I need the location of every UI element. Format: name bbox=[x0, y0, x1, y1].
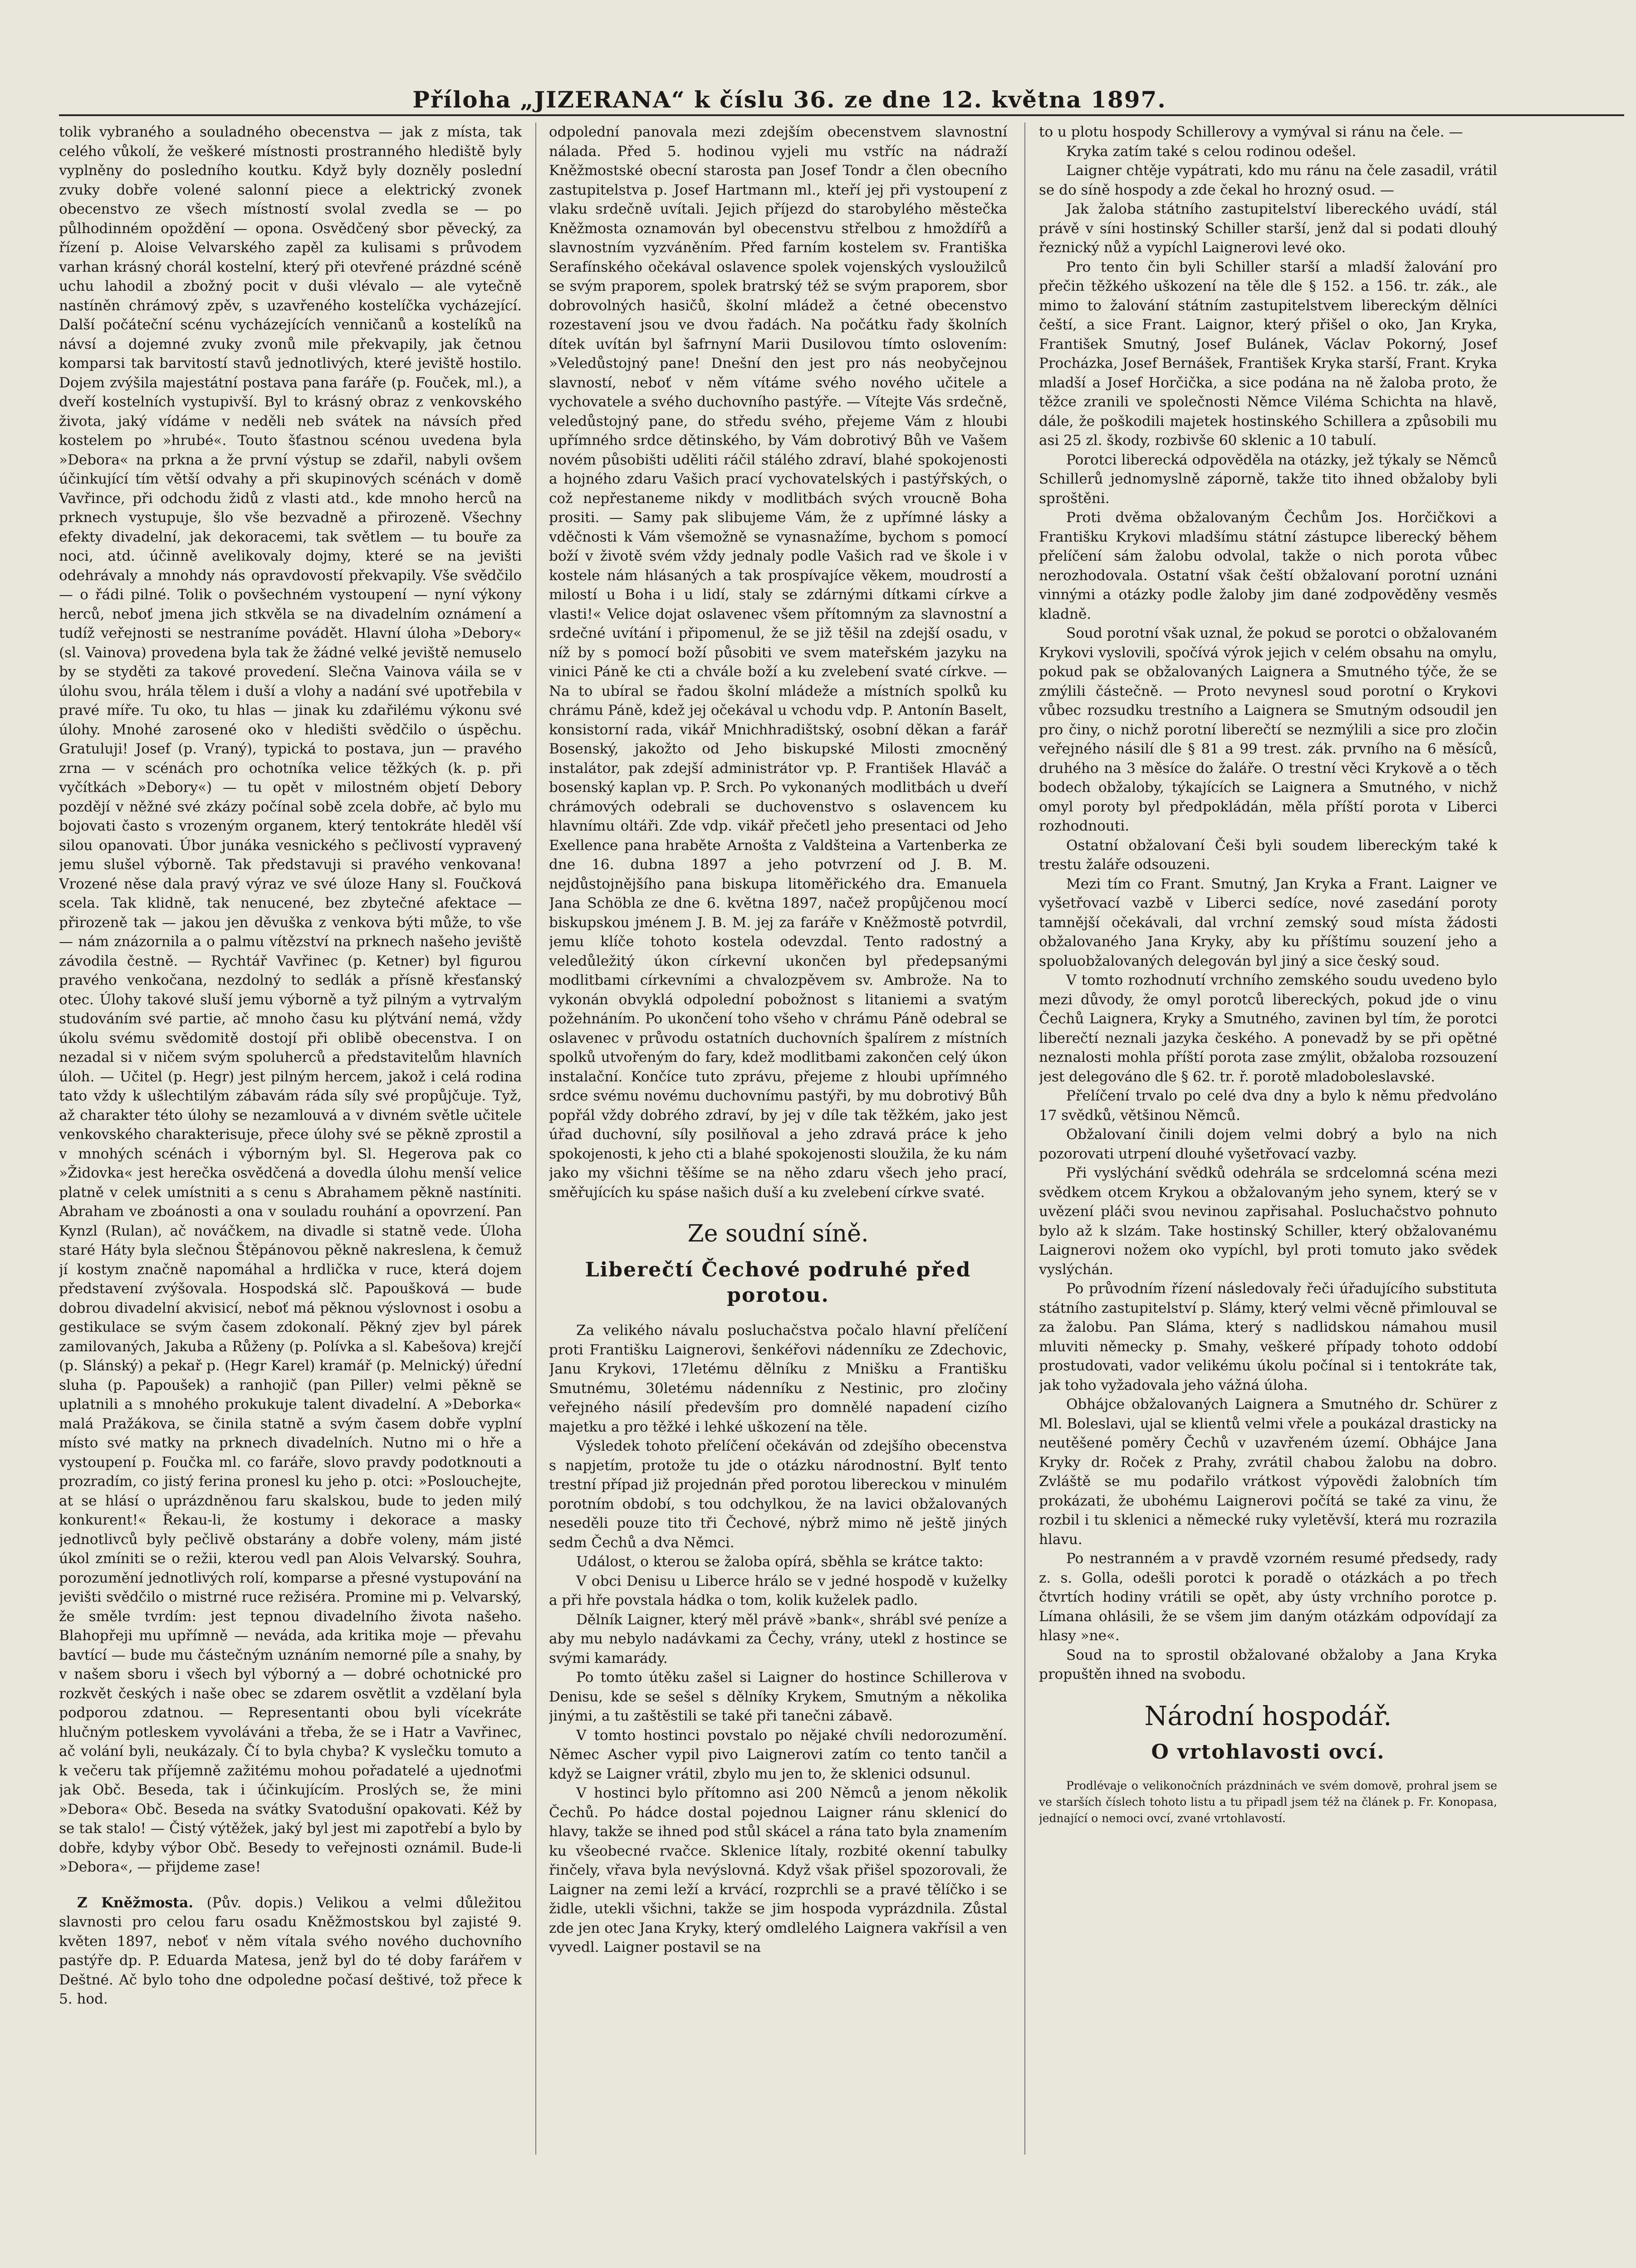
court-continued-paragraph: Obžalovaní činili dojem velmi dobrý a bylo na nich pozorovati utrpení dlouhé vyšetřovací vazby. bbox=[1039, 1126, 1497, 1162]
column-3 bbox=[1039, 122, 1497, 2164]
court-section-subheading: Liberečtí Čechové podruhé před porotou. bbox=[585, 1258, 971, 1307]
court-continued-paragraph: Pro tento čin byli Schiller starší a mladší žalování pro přečin těžkého uškození na těle dle § 152. a 156. tr. zák., ale mimo to žalování státním zastupitelstvem libereckým dělníci čeští, a sice Frant. Laignor, který přišel o oko, Jan Kryka, František Smutný, Josef Bulánek, Václav Pokorný, Josef Procházka, Josef Bernášek, František Kryka starší, Frant. Kryka mladší a Josef Horčička, a sice podána na ně žaloba proto, že těžce zranili ve společnosti Němce Viléma Schichta na hlavě, dále, že poškodili majetek hostinského Schillera a způsobili mu asi 25 zl. škody, rozbivše 60 sklenic a 10 tabulí. bbox=[1039, 259, 1497, 449]
court-paragraph: Za velikého návalu posluchačstva počalo hlavní přelíčení proti Františku Laignerovi, šenkéřovi nádenníku ze Zdechovic, Janu Krykovi, 17letému dělníku z Mnišku a Františku Smutnému, 30letému nádenníku z Nestinic, pro zločiny veřejného násilí především pro domnělé napadení cizího majetku a pro těžké i lehké uškození na těle. bbox=[549, 1322, 1007, 1435]
local-news-text: Velikou a velmi důležitou slavnosti pro celou faru osadu Kněžmostskou byl zajisté 9. květen 1897, neboť v něm vítala svého nového duchovního pastýře dp. P. Eduarda Matesa, jenž byl do té doby farářem v Deštné. Ač bylo toho dne odpoledne počasí deštivé, tož přece k 5. hod. bbox=[59, 1894, 522, 2007]
court-continued-paragraph: Soud porotní však uznal, že pokud se porotci o obžalovaném Krykovi vyslovili, spočívá výrok jejich v celém obsahu na omylu, pokud pak se obžalovaných Laignera a Smutného týče, že se zmýlili částečně. — Proto nevynesl soud porotní o Krykovi vůbec rozsudku trestního a Laignera se Smutným odsoudil jen pro činy, o nichž porotní liberečtí se nezmýlili a sice pro zločin veřejného násilí dle § 81 a 99 trest. zák. prvního na 6 měsíců, druhého na 3 měsíce do žaláře. O trestní věci Krykově a o těch bodech obžaloby, týkajících se Laignera a Smutného, v nichž omyl poroty byl předpokládán, měla příští porota v Liberci rozhodnouti. bbox=[1039, 625, 1497, 834]
court-paragraph: Událost, o kterou se žaloba opírá, sběhla se krátce takto: bbox=[576, 1554, 984, 1570]
court-section-heading: Ze soudní síně. bbox=[687, 1220, 869, 1247]
theatre-review-text: tolik vybraného a souladného obecenstva — jak z místa, tak celého vůkolí, že veškeré místnosti prostranného hlediště byly vyplněny do posledního koutku. Když byly dozněly poslední zvuky dobře volené salonní piece a elektrický zvonek obecenstvo ze všech místností svolal zvedla se — po půlhodinném opoždění — opona. Osvědčený sbor pěvecký, za řízení p. Aloise Velvarského zapěl za kulisami s průvodem varhan krásný chorál kostelní, který při otevřené prázdné scéně uchu lahodil a zbožný pocit v duši vlévalo — ale vytečně nastíněn chrámový zpěv, s uzavřeného kostelíčka vycházející. Další počáteční scénu vycházejících venničanů a kostelíků na návsí a dojemné zvuky zvonů mile překvapily, jak četnou komparsi tak barvitostí stavů jednotlivých, které jeviště hostilo. Dojem zvýšila majestátní postava pana faráře (p. Fouček, ml.), a dveří kostelních vystupivší. Byl to krásný obraz z venkovského života, jaký vídáme v neděli neb svátek na návsích před kostelem po »hrubé«. Touto šťastnou scénou uvedena byla »Debora« na prkna a že první výstup se zdařil, nabyli ovšem účinkující tím větší odvahy a při skupinových scénách v domě Vavřince, při odchodu židů z vlasti atd., kde mnoho herců na prknech vystupuje, šlo vše bezvadně a přirozeně. Všechny efekty divadelní, jak dekoracemi, tak světlem — tu bouře za noci, atd. účinně avelikovaly dojmy, které se na jevišti odehrávaly a mnohdy nás opravdovostí překvapily. Vše svědčilo — o řádi pilné. Tolik o povšechném vystoupení — nyní výkony herců, neboť jmena jich stkvěla se na divadelním oznámení a tudíž veřejnosti se nestraníme povádět. Hlavní úloha »Debory« (sl. Vainova) provedena byla tak že žádné velké jeviště nemuselo by se styděti za takové provedení. Slečna Vainova váila se v úlohu svou, hrála tělem i duší a vlohy a nadání své upotřebila v pravé míře. Tu oko, tu hlas — jinak ku zdařilému výkonu své úlohy. Mnohé zarosené oko v hledišti svědčilo o úspěchu. Gratuluji! Josef (p. Vraný), typická to postava, jun — pravého zrna — v scénách pro ochotníka velice těžkých (k. p. při vyčítkách »Debory«) — tu opět v milostném objetí Debory pozdějí v něžné své zkázy počínal sobě zcela dobře, ač bylo mu bojovati často s vrozeným organem, který tentokráte hleděl vší silou opanovati. Úbor junáka vesnického s pečlivostí vypravený jemu slušel výborně. Tak představuji si pravého venkovana! Vrozené něse dala pravý výraz ve své úloze Hany sl. Foučková scela. Tak klidně, tak nenucené, bez zbytečné afektace — přirozeně tak — jakou jen děvuška z venkova býti může, to vše — nám znázornila a o palmu vítězství na prknech našeho jeviště závodila čestně. — Rychtář Vavřinec (p. Ketner) byl figurou pravého venkočana, nezdolný to sedlák a přísně křesťanský otec. Úlohy takové sluší jemu výborně a tyž pilným a vytrvalým studováním své partie, ač mnoho času ku plýtvání nemá, vždy úkolu svému svědomitě dostojí při oblibě obecenstva. I on nezadal si v ničem svým spoluherců a představitelům hlavních úloh. — Učitel (p. Hegr) jest pilným hercem, jakož i celá rodina tato vždy k ušlechtilým zábavám ráda síly své propůjčuje. Tyž, až charakter této úlohy se nezamlouvá a v divném světle učitele venkovského charakterisuje, přece úlohy své se pěkně zprostil a v mnohých scénách i výborným byl. Sl. Hegerova pak co »Židovka« jest herečka osvědčená a dovedla úlohu menší velice platně v celek umístniti a s cenu s Abrahamem pěkně nastíniti. Abraham ve zboánosti a ona v souladu rouhání a opovrzení. Pan Kynzl (Rulan), ač nováčkem, na divadle si statně vede. Úloha staré Háty byla slečnou Štěpánovou pěkně nakreslena, k čemuž jí kostym značně napomáhal a hrdlička v ruce, která dojem představení zvýšovala. Hospodská slč. Papoušková — bude dobrou divadelní akvisicí, neboť má pěknou výslovnost i osobu a gestikulace se svým časem zdokonalí. Pěkný zjev byl párek zamilovaných, Jakuba a Růženy (p. Polívka a sl. Kabešova) krejčí (p. Slánský) a pekař p. (Hegr Karel) kramář (p. Melnický) úřední sluha (p. Papoušek) a ranhojič (pan Piller) velmi pěkně se uplatnili a s mnohého prokukuje talent divadelní. A »Deborka« malá Pražákova, se činila statně a svým časem dobře vyplní místo své matky na prknech divadelních. Nutno mi o hře a vystoupení p. Foučka ml. co faráře, slovo pravdy podotknouti a prozradím, co jistý ferina pronesl ku jeho p. otci: »Poslouchejte, at se hlásí o uprázdněnou faru skalskou, bude to jeden milý konkurent!« Řekau-li, že kostumy i dekorace a masky jednotlivců byly pečlivě obstarány a dobře voleny, mám jisté úkol zmíniti se o režii, kterou vedl pan Alois Velvarský. Souhra, porozumění jednotlivých rolí, komparse a přesné vystupování na jevišti svědčilo o mistrné ruce režiséra. Promine mi p. Velvarský, že směle tvrdím: jest tepnou divadelního života našeho. Blahopřeji mu upřímně — neváda, ada kritika moje — převahu bavtící — bude mu částečným uznáním nemorné píle a snahy, by v našem sboru i všech byl výborný a — dobré ochotnické pro rozkvět českých i naše obec se zdarem osvětlit a vzdělaní byla podporou zdatnou. — Representanti obou byli vícekráte hlučným potleskem vyvoláváni a třeba, že se i Hatr a Vavřinec, ač volání byli, neukázaly. Čí to byla chyba? K vyslečku tomuto a k večeru tak příjemně zažitému mohou pořadatelé a ujednoťmi jak Obč. Beseda, tak i účinkujícím. Proslých se, že mini »Debora« Obč. Beseda na svátky Svatodušní opakovati. Kéž by se tak stalo! — Čistý výtěžek, jaký byl jest mi zapotřebí a bylo by dobře, kdyby výbor Obč. Besedy to veřejnosti oznámil. Bude-li »Debora«, — přijdeme zase! bbox=[59, 124, 522, 1875]
header-rule bbox=[59, 114, 1624, 116]
court-continued-paragraph: V tomto rozhodnutí vrchního zemského soudu uvedeno bylo mezi důvody, že omyl porotců libereckých, pokud jde o vinu Čechů Laignera, Kryky a Smutného, zavinen byl tím, že porotci liberečtí neznali jazyka českého. A ponevadž by se při opětné neznalosti mohla příští porota zase zmýlit, obžaloba rozsouzení jest delegováno dle § 62. tr. ř. porotě mladoboleslavské. bbox=[1039, 972, 1497, 1085]
court-continued-paragraph: Po nestranném a v pravdě vzorném resumé předsedy, rady z. s. Golla, odešli porotci k poradě o otázkách a po třech čtvrtích hodiny vrátili se opět, aby ústy vrchního porotce p. Límana ohlásili, že se všem jim daným otázkám odpovídají za hlasy »ne«. bbox=[1039, 1550, 1497, 1644]
column-2 bbox=[549, 122, 1007, 2164]
court-continued-paragraph: Přelíčení trvalo po celé dva dny a bylo k němu předvoláno 17 svědků, většinou Němců. bbox=[1039, 1088, 1497, 1124]
supplement-title: Příloha „JIZERANA“ k číslu 36. ze dne 12. května 1897. bbox=[412, 86, 1166, 113]
economy-section-subheading: O vrtohlavosti ovcí. bbox=[1151, 1740, 1385, 1764]
economy-article-text: Prodlévaje o velikonočních prázdninách ve svém domově, prohral jsem se ve starších číslech tohoto listu a tu připadl jsem též na článek p. Fr. Konopasa, jednající o nemoci ovcí, zvané vrtohlavostí. bbox=[1039, 1779, 1497, 1825]
column-divider-2 bbox=[1024, 122, 1025, 2155]
court-continued-paragraph: Ostatní obžalovaní Češi byli soudem libereckým také k trestu žaláře odsouzeni. bbox=[1039, 837, 1497, 873]
court-continued-paragraph: Po průvodním řízení následovaly řeči úřadujícího substituta státního zastupitelství p. Slámy, který velmi věcně přimlouval se za žalobu. Pan Sláma, který s nadlidskou námahou musil mluviti německy p. Smahy, veškeré případy tohoto oddobí prostudovati, vador velikému úkolu počínal si i tentokráte tak, jak toho vyžadovala jeho vážná úloha. bbox=[1039, 1281, 1497, 1393]
court-paragraph: Dělník Laigner, který měl právě »bank«, shrábl své peníze a aby mu nebylo nadávkami za Čechy, vrány, utekl z hostince se svými kamarády. bbox=[549, 1611, 1007, 1667]
economy-section-heading: Národní hospodář. bbox=[1144, 1700, 1392, 1731]
court-continued-paragraph: Laigner chtěje vypátrati, kdo mu ránu na čele zasadil, vrátil se do síně hospody a zde čekal ho hrozný osud. — bbox=[1039, 162, 1497, 198]
page-header bbox=[0, 86, 1636, 118]
local-news-dateline: Z Kněžmosta. bbox=[77, 1894, 194, 1911]
court-continued-paragraph: Mezi tím co Frant. Smutný, Jan Kryka a Frant. Laigner ve vyšetřovací vazbě v Liberci sedíce, nové zasedání poroty tamnější očekávali, dal vrchní zemský soud místa žádosti obžalovaného Jana Kryky, aby ku příštímu souzení jeho a spoluobžalovaných delegován byl jiný a sice český soud. bbox=[1039, 875, 1497, 969]
column-divider-1 bbox=[535, 122, 536, 2155]
court-paragraph: Po tomto útěku zašel si Laigner do hostince Schillerova v Denisu, kde se sešel s dělníky Krykem, Smutným a několika jinými, a tu zaštěstili se také při tanečni zábavě. bbox=[549, 1669, 1007, 1724]
court-continued-paragraph: Soud na to sprostil obžalované obžaloby a Jana Kryka propuštěn ihned na svobodu. bbox=[1039, 1647, 1497, 1682]
installation-report-text: odpolední panovala mezi zdejším obecenstvem slavnostní nálada. Před 5. hodinou vyjeli mu vstříc na nádraží Kněžmostské obecní starosta pan Josef Tondr a člen obecního zastupitelstva p. Josef Hartmann ml., kteří jej při vystoupení z vlaku srdečně uvítali. Jejich příjezd do starobylého městečka Kněžmosta oznamován byl obecenstvu střelbou z hmoždířů a slavnostním vyzváněním. Před farním kostelem sv. Františka Serafínského očekával oslavence spolek vojenských vysloužilců se svým praporem, spolek bratrský též se svým praporem, sbor dobrovolných hasičů, školní mládež a četné obecenstvo rozestavení jsou ve dvou řadách. Na počátku řady školních dítek uvítán byl šafrnyní Marii Dusilovou tímto oslovením: »Veledůstojný pane! Dnešní den jest pro nás neobyčejnou slavností, neboť v něm vítáme svého nového učitele a vychovatele a svého duchovního pastýře. — Vítejte Vás srdečně, veledůstojný pane, do středu svého, přejeme Vám z hloubi upřímného srdce dětinského, by Vám dobrotivý Bůh ve Vašem novém působišti uděliti ráčil stálého zdraví, blahé spokojenosti a hojného zdaru Vašich prací vychovatelských i pastýřských, o což nepřestaneme nikdy v modlitbách svých vroucně Boha prositi. — Samy pak slibujeme Vám, že z upřímné lásky a vděčnosti k Vám všemožně se vynasnažíme, bychom s pomocí boží v životě svém vždy jednaly podle Vašich rad ve škole i v kostele nám hlásaných a tak prospívajíce věkem, moudrostí a milostí u Boha i u lidí, staly se zdárnými dítkami církve a vlasti!« Velice dojat oslavenec všem přítomným za slavnostní a srdečné uvítání i připomenul, že se již těšil na zdejší osadu, v níž by s pomocí boží působiti ve svem mateřském jazyku na vinici Páně ke cti a chvále boží a ku zvelebení svaté církve. — Na to ubíral se řadou školní mládeže a místních spolků ku chrámu Páně, kdež jej očekával u vchodu vdp. P. Antonín Baselt, konsistorní rada, vikář Mnichhradištský, osobní děkan a farář Bosenský, jakožto od Jeho biskupské Milosti zmocněný instalátor, pak zdejší administrátor vp. P. František Hlaváč a bosenský kaplan vp. P. Srch. Po vykonaných modlitbách u dveří chrámových odebrali se duchovenstvo s oslavencem ku hlavnímu oltáři. Zde vdp. vikář přečetl jeho presentaci od Jeho Exellence pana hraběte Arnošta z Valdšteina a Vartenberka ze dne 16. dubna 1897 a jeho potvrzení od J. B. M. nejdůstojnějšího pana biskupa litoměřického dra. Emanuela Jana Schöbla ze dne 6. května 1897, načež propůjčenou mocí biskupskou jménem J. B. M. jej za faráře v Kněžmostě potvrdil, jemu klíče tohoto kostela odevzdal. Tento radostný a veledůležitý úkon církevní ukončen byl předepsanými modlitbami církevními a chvalozpěvem sv. Ambrože. Na to vykonán obvyklá odpolední pobožnost s litaniemi a svatým požehnáním. Po ukončení toho všeho v chrámu Páně odebral se oslavenec v průvodu ostatních duchovních špalírem z místních spolků utvořeným do fary, kdež modlitbami zakončen celý úkon instalační. Končíce tuto zprávu, přejeme z hloubi upřímného srdce svému novému duchovnímu pastýři, by mu dobrotivý Bůh popřál vždy dobrého zdraví, by jej v díle tak těžkém, jako jest úřad duchovní, síly posilňoval a jeho zdravá práce k jeho spokojenosti, k jeho cti a blahé spokojenosti sloužila, že ku nám jako my všichni těšíme se na něho zdaru všech jeho prací, směřujících ku spáse našich duší a ku zvelebení církve svaté. bbox=[549, 124, 1007, 1201]
court-continued-paragraph: Při vyslýchání svědků odehrála se srdcelomná scéna mezi svědkem otcem Krykou a obžalovaným jeho synem, který se v uvězení pláči svou nevinou zapřisahal. Posluchačstvo pohnuto bylo až k slzám. Take hostinský Schiller, který obžalovanému Laignerovi nožem oko vypíchl, byl proti tomuto jako svědek vyslýchán. bbox=[1039, 1165, 1497, 1278]
column-1 bbox=[59, 122, 522, 2164]
court-continued-paragraph: to u plotu hospody Schillerovy a vymýval si ránu na čele. — bbox=[1039, 124, 1463, 140]
court-continued-paragraph: Jak žaloba státního zastupitelství libereckého uvádí, stál právě v síni hostinský Schiller starší, jenž dal si podati dlouhý řeznický nůž a vypíchl Laignerovi levé oko. bbox=[1039, 201, 1497, 256]
court-continued-paragraph: Kryka zatím také s celou rodinou odešel. bbox=[1066, 143, 1357, 160]
court-continued-paragraph: Proti dvěma obžalovaným Čechům Jos. Horčičkovi a Františku Krykovi mladšímu státní zástupce liberecký během přelíčení sám žalobu odvolal, takže o nich porota vůbec nerozhodovala. Ostatní však čeští obžalovaní porotní uznáni vinnými a otázky podle žaloby jim dané zodpověděny vesměs kladně. bbox=[1039, 509, 1497, 622]
local-news-source: (Pův. dopis.) bbox=[206, 1894, 303, 1911]
court-paragraph: V obci Denisu u Liberce hrálo se v jedné hospodě v kuželky a při hře povstala hádka o tom, kolik kuželek padlo. bbox=[549, 1573, 1007, 1608]
court-continued-paragraph: Porotci liberecká odpověděla na otázky, jež týkaly se Němců Schillerů jednomyslně záporně, takže tito ihned obžaloby byli sproštěni. bbox=[1039, 451, 1497, 507]
court-continued-paragraph: Obhájce obžalovaných Laignera a Smutného dr. Schürer z Ml. Boleslavi, ujal se klientů velmi vřele a poukázal drasticky na neutěšené poměry Čechů v uzavřeném území. Obhájce Jana Kryky dr. Roček z Prahy, zvrátil chabou žalobu na dobro. Zvláště se mu podařilo vrátkost výpovědi žalobních tím prokázati, že ubohému Laignerovi počítá se také za vinu, že rozbil i tu sklenici a německé ruky vyletěvší, která mu rozrazila hlavu. bbox=[1039, 1396, 1497, 1548]
court-paragraph: V hostinci bylo přítomno asi 200 Němců a jenom několik Čechů. Po hádce dostal pojednou Laigner ránu sklenicí do hlavy, takže se ihned pod stůl skácel a rána tato byla znamením ku všeobecné rvačce. Sklenice lítaly, rozbité okenní tabulky řinčely, vřava byla nevýslovná. Když však přišel spozorovali, že Laigner na zemi leží a krvácí, rozprchli se a pravé tělíčko i se židle, utekli všichni, takže se jim hospoda vyprázdnila. Zůstal zde jen otec Jana Kryky, který omdlelého Laignera vakřísil a ven vyvedl. Laigner postavil se na bbox=[549, 1785, 1007, 1955]
court-paragraph: Výsledek tohoto přelíčení očekáván od zdejšího obecenstva s napjetím, protože tu jde o otázku národnostní. Bylť tento trestní případ již projednán před porotou libereckou v minulém porotním období, s tou odchylkou, že na lavici obžalovaných neseděli pouze tito tři Čechové, nýbrž mimo ně ještě jiných sedm Čechů a dva Němci. bbox=[549, 1438, 1007, 1551]
local-news-kneznost bbox=[59, 1893, 522, 2009]
court-paragraph: V tomto hostinci povstalo po nějaké chvíli nedorozumění. Němec Ascher vypil pivo Laignerovi zatím co tento tančil a když se Laigner vrátil, zbylo mu jen to, že sklenici odsunul. bbox=[549, 1727, 1007, 1782]
